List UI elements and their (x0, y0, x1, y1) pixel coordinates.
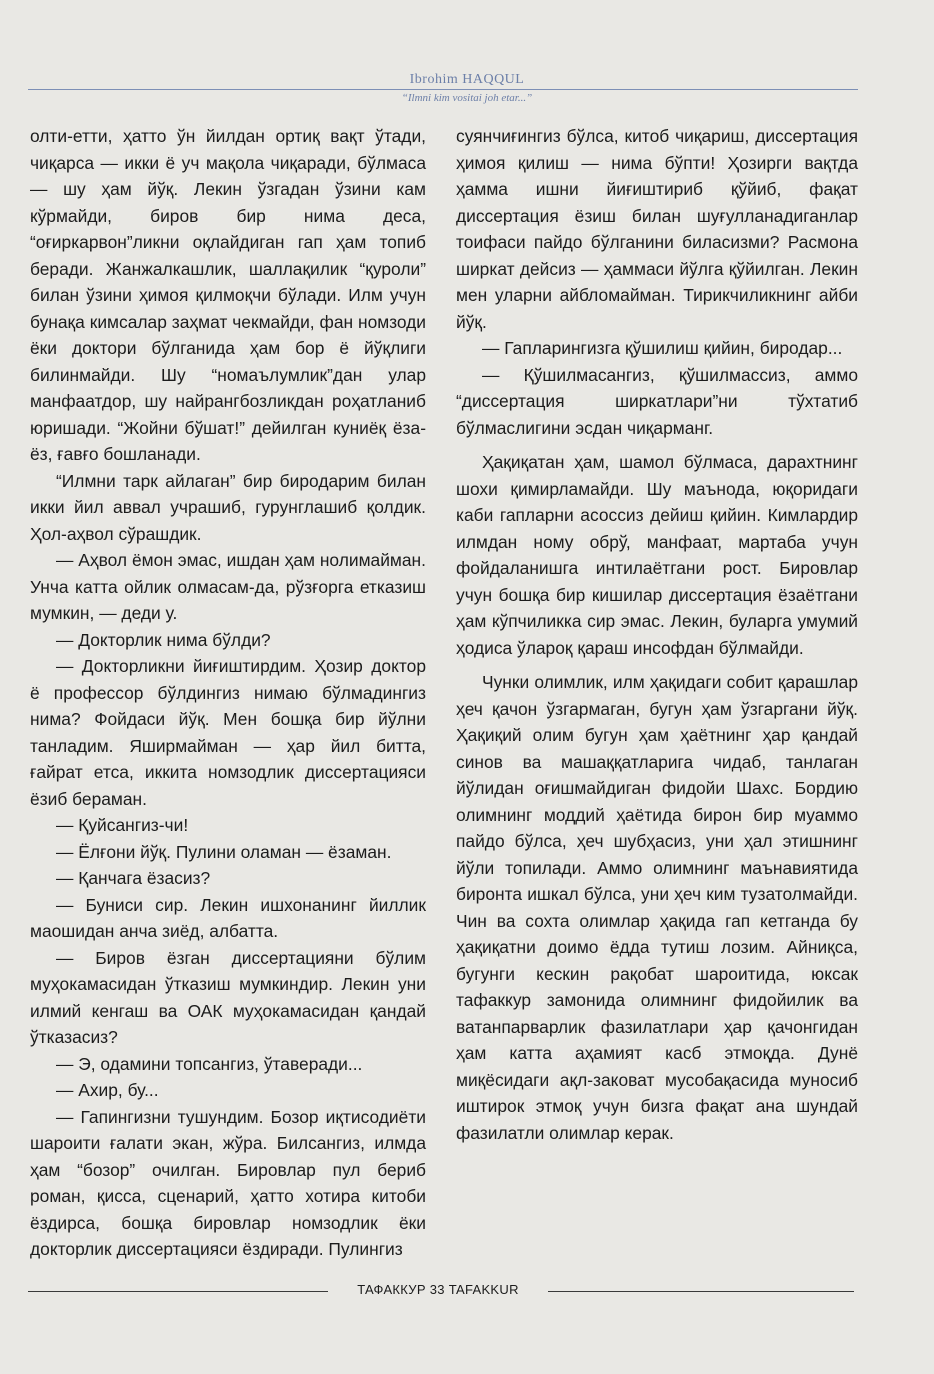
running-head (0, 70, 934, 88)
paragraph: суянчиғингиз бўлса, китоб чиқариш, диссертация ҳимоя қилиш — нима бўпти! Ҳозирги вақтда ҳамма ишни йиғиштириб қўйиб, фақат диссертация ёзиш билан шуғулланадиганлар тоифаси пайдо бўлганини биласизми? Расмона ширкат дейсиз — ҳаммаси йўлга қўйилган. Лекин мен уларни айбломайман. Тирикчиликнинг айби йўқ. (456, 126, 858, 332)
paragraph: — Қанчага ёзасиз? (56, 868, 211, 888)
paragraph: — Гапингизни тушундим. Бозор иқтисодиёти шароити ғалати экан, жўра. Билсангиз, илмда ҳам “бозор” очилган. Бировлар пул бериб роман, қисса, сценарий, ҳатто хотира китоби ёздирса, бошқа бировлар номзодлик ёки докторлик диссертацияси ёздиради. Пулингиз (30, 1106, 426, 1259)
paragraph: Чунки олимлик, илм ҳақидаги собит қарашлар ҳеч қачон ўзгармаган, бугун ҳам ўзгаргани йўқ. Ҳақиқий олим бугун ҳам ҳаётнинг ҳар қандай синов ва машаққатларига чидаб, танлаган йўлидан оғишмайдиган фидойи Шахс. Бордию олимнинг моддий ҳаётида бирон бир муаммо пайдо бўлса, ҳеч шубҳасиз, уни ҳал этишнинг йўли топилади. Аммо олимнинг маънавиятида биронта ишкал бўлса, уни ҳеч ким тузатолмайди. Чин ва сохта олимлар ҳақида гап кетганда бу ҳақиқатни доимо ёдда тутиш лозим. Айниқса, бугунги кескин рақобат шароитида, юксак тафаккур замонида олимнинг фидойилик ва ватанпарварлик фазилатлари ҳар қачонгидан ҳам катта аҳамият касб этмоқда. Дунё миқёсидаги ақл-заковат мусобақасида муносиб иштирок этмоқ учун бизга фақат ана шундай фазилатли олимлар керак. (456, 672, 858, 1143)
header-rule (28, 89, 858, 90)
header-author: Ibrohim HAQQUL (409, 72, 525, 87)
paragraph: Ҳақиқатан ҳам, шамол бўлмаса, дарахтнинг шохи қимирламайди. Шу маънода, юқоридаги каби гапларни асоссиз дейиш қийин. Кимлардир илмдан ному обрў, манфаат, мартаба учун фойдаланишга интилаётгани рост. Бировлар учун бошқа бир кишилар диссертация ёзаётгани ҳам кўпчиликка сир эмас. Лекин, буларга умумий ҳодиса ўлароқ қараш инсофдан бўлмайди. (456, 452, 858, 658)
page-footer (0, 1282, 934, 1302)
paragraph: олти-етти, ҳатто ўн йилдан ортиқ вақт ўтади, чиқарса — икки ё уч мақола чиқаради, бўлмаса — шу ҳам йўқ. Лекин ўзгадан ўзини кам кўрмайди, биров бир нима деса, “оғиркарвон”ликни оқлайдиган гап ҳам топиб беради. Жанжалкашлик, шаллақилик “қуроли” билан ўзини ҳимоя қилмоқчи бўлади. Илм учун бунақа кимсалар заҳмат чекмайди, фан номзоди ёки доктори бўлганида ҳам бор ё йўқлиги билинмайди. Шу “номаълумлик”дан улар манфаатдор, шу найрангбозликдан роҳатланиб юришади. “Жойни бўшат!” дейилган куниёқ ёза-ёз, ғавғо бошланади. (30, 126, 426, 464)
paragraph: — Буниси сир. Лекин ишхонанинг йиллик маошидан анча зиёд, албатта. (30, 894, 426, 941)
paragraph: — Ахир, бу... (56, 1080, 159, 1100)
left-column (30, 123, 426, 1263)
paragraph: — Э, одамини топсангиз, ўтаверади... (56, 1053, 363, 1074)
right-column (456, 123, 858, 1146)
paragraph: — Гапларингизга қўшилиш қийин, биродар... (482, 338, 843, 358)
paragraph: — Ёлғони йўқ. Пулини оламан — ёзаман. (56, 841, 392, 862)
paragraph: — Биров ёзган диссертацияни бўлим муҳокамасидан ўтказиш мумкиндир. Лекин уни илмий кенгаш ва ОАК муҳокамасидан қандай ўтказасиз? (30, 947, 426, 1047)
header-subtitle: “Ilmni kim vositai joh etar...” (401, 92, 533, 104)
footer-rule-right (548, 1291, 854, 1292)
paragraph: — Қўшилмасангиз, қўшилмассиз, аммо “диссертация ширкатлари”ни тўхтатиб бўлмаслигини эсдан чиқарманг. (456, 364, 858, 438)
paragraph: — Аҳвол ёмон эмас, ишдан ҳам нолимайман. Унча катта ойлик олмасам-да, рўзғорга етказиш мумкин, — деди у. (30, 550, 426, 623)
paragraph: — Докторлик нима бўлди? (56, 629, 271, 650)
paragraph: — Қуйсангиз-чи! (56, 815, 189, 835)
paragraph: — Докторликни йиғиштирдим. Ҳозир доктор ё профессор бўлдингиз нимаю бўлмадингиз нима? Фойдаси йўқ. Мен бошқа бир йўлни танладим. Яширмайман — ҳар йил битта, ғайрат етса, иккита номзодлик диссертацияси ёзиб бераман. (30, 656, 426, 809)
footer-rule-left (28, 1291, 328, 1292)
paragraph: “Илмни тарк айлаган” бир биродарим билан икки йил аввал учрашиб, гурунглашиб қолдик. Ҳол-аҳвол сўрашдик. (30, 470, 426, 544)
footer-label: ТАФАККУР 33 TAFAKKUR (357, 1282, 519, 1297)
